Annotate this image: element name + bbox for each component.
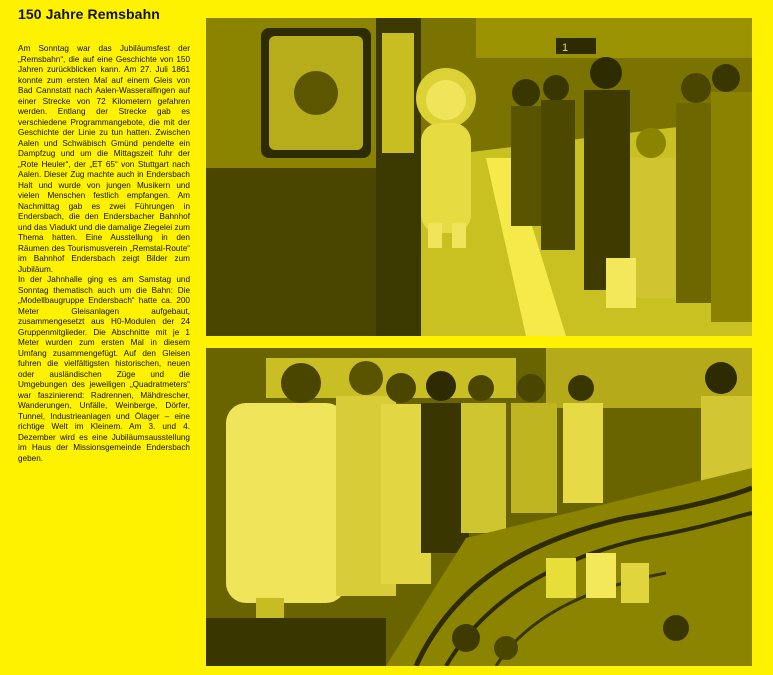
article-paragraph-2: In der Jahnhalle ging es am Samstag und Sonntag thematisch auch um die Bahn: Die „Modellbaugruppe Endersbach“ hatte ca. 200 Meter Gleisanlagen aufgebaut, zusammengesetzt aus H0-Modulen der 24 Gruppenmitglieder. Die Abschnitte mit je 1 Meter wurden zum ersten Mal in diesem Umfang zusammengefügt. Auf den Gleisen fuhren die vielfältigsten historischen, neuen oder ausländischen Züge und die Umgebungen des jeweiligen „Quadratmeters“ war faszinierend: Radrennen, Mähdrescher, Wanderungen, Unfälle, Weinberge, Dörfer, Tunnel, Industrieanlagen und Ölager – eine richtige Welt im Kleinem. Am 3. und 4. Dezember wird es eine Jubiläumsausstellung im Haus der Missionsgemeinde Endersbach geben. — [18, 275, 190, 463]
photo-train-platform — [206, 18, 752, 336]
article-body — [18, 44, 190, 464]
article-title: 150 Jahre Remsbahn — [18, 6, 160, 22]
platform-sign-number: 1 — [562, 42, 569, 54]
article-paragraph-1: Am Sonntag war das Jubiläumsfest der „Remsbahn“, die auf eine Geschichte von 150 Jahren zurückblicken kann. Am 27. Juli 1861 konnte zum ersten Mal auf einem Gleis von Bad Cannstatt nach Aalen-Wasseralfingen auf einer Strecke von 72 Kilometern gefahren werden. Entlang der Strecke gab es verschiedene Programmangebote, die mit der Geschichte der Linie zu tun hatten. Zwischen Aalen und Schwäbisch Gmünd pendelte ein Dampfzug und um die Mittagszeit fuhr der „Rote Heuler“, der „ET 65“ von Stuttgart nach Aalen. Dieser Zug machte auch in Endersbach Halt und wurde von jungen Musikern und vielen Menschen festlich empfangen. Am Nachmittag gab es zwei Führungen in Endersbach, die den Endersbacher Bahnhof und das Viadukt und die damalige Ziegelei zum Thema hatten. Eine Ausstellung in den Räumen des Tourismusverein „Remstal-Route“ im Bahnhof Endersbach zeigt Bilder zum Jubiläum. — [18, 44, 190, 274]
photo-model-railway-exhibition — [206, 348, 752, 666]
